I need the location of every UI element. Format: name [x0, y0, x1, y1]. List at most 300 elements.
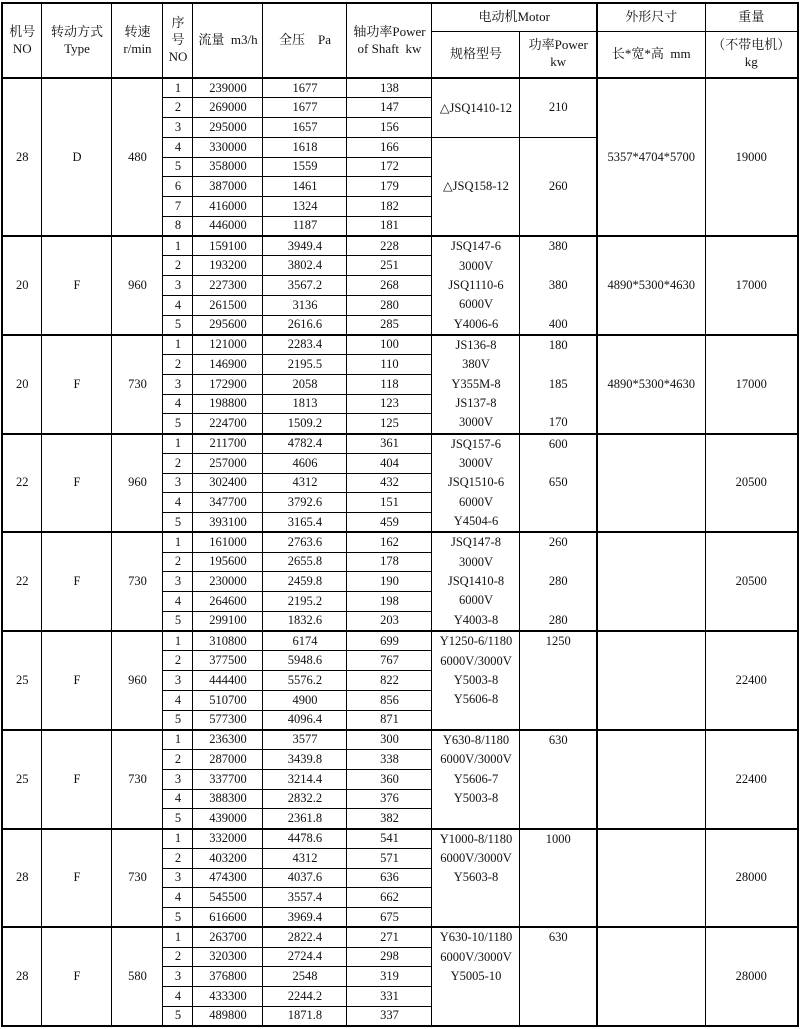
motor-line: 380V: [462, 357, 490, 372]
cell-pressure: 2822.4: [263, 927, 347, 947]
cell-flow: 577300: [193, 710, 263, 730]
motor-line: 1000: [545, 831, 571, 846]
cell-flow: 510700: [193, 690, 263, 710]
cell-rotation-type: F: [42, 927, 112, 1026]
cell-shaft-power: 123: [347, 394, 432, 414]
motor-lines: [520, 830, 596, 927]
cell-shaft-power: 822: [347, 671, 432, 691]
cell-pressure: 3802.4: [263, 256, 347, 276]
cell-pressure: 2616.6: [263, 315, 347, 335]
motor-line: JSQ1110-6: [448, 277, 504, 292]
cell-serial-no: 3: [163, 967, 193, 987]
cell-flow: 198800: [193, 394, 263, 414]
cell-motor-power: [520, 137, 597, 236]
cell-motor-model: [432, 927, 520, 1026]
motor-line: Y5603-8: [453, 870, 499, 885]
cell-serial-no: 2: [163, 256, 193, 276]
header-shaft-power: 轴功率Power of Shaft kw: [347, 3, 432, 78]
cell-flow: 388300: [193, 789, 263, 809]
cell-shaft-power: 118: [347, 374, 432, 394]
motor-line: [432, 1006, 519, 1025]
cell-flow: 320300: [193, 947, 263, 967]
cell-pressure: 1187: [263, 216, 347, 236]
cell-flow: 393100: [193, 513, 263, 533]
cell-shaft-power: 172: [347, 157, 432, 177]
cell-speed: 960: [112, 631, 163, 730]
motor-line: 6000V: [458, 494, 493, 509]
motor-line: [520, 591, 596, 610]
cell-rotation-type: F: [42, 829, 112, 928]
cell-speed: 960: [112, 434, 163, 533]
cell-shaft-power: 268: [347, 276, 432, 296]
motor-line: Y5003-8: [453, 790, 499, 805]
motor-lines: [432, 533, 519, 630]
motor-line: Y630-8/1180: [442, 732, 510, 747]
table-row: [2, 927, 798, 947]
cell-pressure: 2283.4: [263, 335, 347, 355]
motor-lines: [520, 435, 596, 532]
motor-line: [520, 1006, 596, 1025]
cell-serial-no: 5: [163, 315, 193, 335]
cell-pressure: 4606: [263, 453, 347, 473]
motor-lines: [432, 731, 519, 828]
motor-line: 170: [548, 415, 568, 430]
motor-line: [520, 256, 596, 275]
cell-dimensions: 4890*5300*4630: [597, 236, 705, 335]
header-flow: 流量 m3/h: [193, 3, 263, 78]
cell-flow: 299100: [193, 611, 263, 631]
table-header: [2, 3, 798, 78]
motor-line: 6000V: [458, 593, 493, 608]
cell-shaft-power: 125: [347, 414, 432, 434]
cell-machine-no: 28: [2, 829, 42, 928]
cell-machine-no: 22: [2, 532, 42, 631]
cell-weight: 22400: [705, 730, 798, 829]
motor-line: 280: [548, 574, 568, 589]
cell-shaft-power: 382: [347, 809, 432, 829]
motor-line: 260: [548, 535, 568, 550]
motor-line: [520, 512, 596, 531]
cell-flow: 545500: [193, 888, 263, 908]
cell-shaft-power: 571: [347, 848, 432, 868]
motor-line: JSQ157-6: [450, 436, 501, 451]
cell-flow: 257000: [193, 453, 263, 473]
cell-motor-power: [520, 335, 597, 434]
cell-shaft-power: 198: [347, 592, 432, 612]
cell-rotation-type: F: [42, 631, 112, 730]
cell-shaft-power: 285: [347, 315, 432, 335]
cell-shaft-power: 361: [347, 434, 432, 454]
motor-line: [520, 986, 596, 1005]
motor-line: 380: [548, 239, 568, 254]
motor-line: 600: [548, 436, 568, 451]
cell-shaft-power: 147: [347, 98, 432, 118]
cell-serial-no: 3: [163, 868, 193, 888]
cell-shaft-power: 151: [347, 493, 432, 513]
cell-flow: 433300: [193, 987, 263, 1007]
cell-flow: 489800: [193, 1006, 263, 1026]
motor-line: 185: [548, 376, 568, 391]
cell-rotation-type: F: [42, 236, 112, 335]
motor-line: [520, 769, 596, 788]
motor-line: 3000V: [458, 456, 493, 471]
cell-shaft-power: 404: [347, 453, 432, 473]
header-motor: 电动机Motor: [432, 3, 597, 31]
cell-shaft-power: 856: [347, 690, 432, 710]
cell-shaft-power: 100: [347, 335, 432, 355]
cell-flow: 195600: [193, 552, 263, 572]
cell-shaft-power: 432: [347, 473, 432, 493]
cell-motor-power: [520, 434, 597, 533]
cell-shaft-power: 190: [347, 572, 432, 592]
cell-serial-no: 1: [163, 829, 193, 849]
cell-pressure: 1324: [263, 197, 347, 217]
cell-shaft-power: 298: [347, 947, 432, 967]
cell-serial-no: 1: [163, 78, 193, 98]
cell-shaft-power: 162: [347, 532, 432, 552]
cell-pressure: 5948.6: [263, 651, 347, 671]
cell-flow: 347700: [193, 493, 263, 513]
cell-serial-no: 5: [163, 611, 193, 631]
motor-lines: [520, 731, 596, 828]
cell-shaft-power: 300: [347, 730, 432, 750]
table-row: [2, 532, 798, 552]
motor-line: Y5606-8: [453, 692, 499, 707]
motor-line: 180: [548, 337, 568, 352]
cell-flow: 310800: [193, 631, 263, 651]
header-dimensions: 外形尺寸: [597, 3, 705, 31]
motor-line: [432, 986, 519, 1005]
cell-serial-no: 5: [163, 809, 193, 829]
motor-line: 3000V: [458, 258, 493, 273]
table-row: [2, 335, 798, 355]
motor-line: Y1250-6/1180: [439, 634, 513, 649]
cell-shaft-power: 166: [347, 137, 432, 157]
cell-pressure: 4312: [263, 848, 347, 868]
cell-flow: 295600: [193, 315, 263, 335]
cell-flow: 387000: [193, 177, 263, 197]
cell-serial-no: 4: [163, 493, 193, 513]
motor-line: [520, 907, 596, 926]
motor-line: JSQ1410-8: [447, 574, 505, 589]
cell-serial-no: 8: [163, 216, 193, 236]
table-row: [2, 434, 798, 454]
motor-line: JSQ1510-6: [447, 475, 505, 490]
cell-dimensions: [597, 532, 705, 631]
cell-pressure: 1677: [263, 78, 347, 98]
motor-line: 630: [548, 732, 568, 747]
cell-shaft-power: 337: [347, 1006, 432, 1026]
cell-pressure: 4096.4: [263, 710, 347, 730]
cell-serial-no: 2: [163, 651, 193, 671]
motor-line: 6000V/3000V: [440, 653, 512, 668]
cell-serial-no: 1: [163, 730, 193, 750]
cell-shaft-power: 271: [347, 927, 432, 947]
motor-line: JS137-8: [455, 395, 497, 410]
cell-serial-no: 5: [163, 513, 193, 533]
cell-pressure: 2244.2: [263, 987, 347, 1007]
cell-pressure: 5576.2: [263, 671, 347, 691]
cell-pressure: 2195.2: [263, 592, 347, 612]
cell-serial-no: 5: [163, 414, 193, 434]
cell-machine-no: 20: [2, 335, 42, 434]
motor-lines: [520, 632, 596, 729]
cell-motor-model: [432, 631, 520, 730]
motor-lines: [432, 138, 519, 235]
motor-line: [520, 651, 596, 670]
motor-line: 3000V: [458, 554, 493, 569]
cell-flow: 295000: [193, 118, 263, 138]
cell-flow: 446000: [193, 216, 263, 236]
motor-line: 280: [548, 612, 568, 627]
cell-speed: 730: [112, 532, 163, 631]
cell-pressure: 4312: [263, 473, 347, 493]
cell-motor-model: [432, 730, 520, 829]
cell-machine-no: 20: [2, 236, 42, 335]
table-row: [2, 78, 798, 98]
table-row: [2, 730, 798, 750]
cell-flow: 224700: [193, 414, 263, 434]
motor-lines: [520, 138, 596, 235]
motor-lines: [432, 928, 519, 1025]
motor-line: [520, 948, 596, 967]
motor-line: JSQ147-8: [450, 535, 501, 550]
cell-dimensions: [597, 631, 705, 730]
cell-pressure: 3792.6: [263, 493, 347, 513]
cell-pressure: 2655.8: [263, 552, 347, 572]
cell-shaft-power: 179: [347, 177, 432, 197]
cell-flow: 193200: [193, 256, 263, 276]
cell-speed: 580: [112, 927, 163, 1026]
cell-serial-no: 2: [163, 750, 193, 770]
cell-pressure: 1559: [263, 157, 347, 177]
cell-rotation-type: F: [42, 434, 112, 533]
cell-pressure: 4782.4: [263, 434, 347, 454]
cell-pressure: 2459.8: [263, 572, 347, 592]
motor-line: Y355M-8: [451, 376, 501, 391]
cell-shaft-power: 319: [347, 967, 432, 987]
motor-line: [520, 868, 596, 887]
cell-speed: 480: [112, 78, 163, 236]
cell-motor-model: [432, 137, 520, 236]
motor-line: 6000V/3000V: [440, 851, 512, 866]
header-machine-no: 机号 NO: [2, 3, 42, 78]
cell-serial-no: 3: [163, 572, 193, 592]
motor-lines: [432, 237, 519, 334]
cell-speed: 960: [112, 236, 163, 335]
motor-line: [520, 394, 596, 413]
cell-motor-power: [520, 829, 597, 928]
cell-flow: 121000: [193, 335, 263, 355]
motor-lines: [432, 632, 519, 729]
cell-pressure: 4478.6: [263, 829, 347, 849]
cell-pressure: 2361.8: [263, 809, 347, 829]
cell-serial-no: 2: [163, 453, 193, 473]
cell-serial-no: 1: [163, 236, 193, 256]
motor-line: [432, 907, 519, 926]
cell-serial-no: 2: [163, 98, 193, 118]
cell-serial-no: 5: [163, 908, 193, 928]
cell-machine-no: 22: [2, 434, 42, 533]
motor-line: [520, 789, 596, 808]
cell-shaft-power: 178: [347, 552, 432, 572]
cell-serial-no: 3: [163, 769, 193, 789]
motor-line: △JSQ1410-12: [439, 100, 513, 115]
cell-serial-no: 2: [163, 552, 193, 572]
cell-serial-no: 3: [163, 473, 193, 493]
cell-flow: 377500: [193, 651, 263, 671]
motor-line: Y5003-8: [453, 672, 499, 687]
cell-motor-power: [520, 78, 597, 137]
motor-line: △JSQ158-12: [443, 179, 509, 194]
motor-line: 260: [548, 178, 568, 193]
cell-speed: 730: [112, 730, 163, 829]
cell-shaft-power: 360: [347, 769, 432, 789]
cell-dimensions: 4890*5300*4630: [597, 335, 705, 434]
motor-lines: [520, 237, 596, 334]
cell-flow: 376800: [193, 967, 263, 987]
cell-serial-no: 4: [163, 888, 193, 908]
cell-pressure: 2548: [263, 967, 347, 987]
cell-pressure: 2058: [263, 374, 347, 394]
cell-serial-no: 3: [163, 671, 193, 691]
cell-flow: 416000: [193, 197, 263, 217]
motor-line: [520, 454, 596, 473]
cell-shaft-power: 203: [347, 611, 432, 631]
cell-serial-no: 2: [163, 947, 193, 967]
cell-motor-model: [432, 434, 520, 533]
cell-shaft-power: 662: [347, 888, 432, 908]
motor-line: JSQ147-6: [450, 239, 501, 254]
cell-shaft-power: 636: [347, 868, 432, 888]
cell-pressure: 4900: [263, 690, 347, 710]
motor-line: Y4003-8: [453, 612, 499, 627]
motor-line: 6000V/3000V: [440, 949, 512, 964]
motor-line: [520, 493, 596, 512]
header-rotation-type: 转动方式 Type: [42, 3, 112, 78]
cell-pressure: 3439.8: [263, 750, 347, 770]
cell-shaft-power: 331: [347, 987, 432, 1007]
cell-pressure: 2195.5: [263, 355, 347, 375]
header-motor-model: 规格型号: [432, 31, 520, 78]
cell-serial-no: 4: [163, 690, 193, 710]
cell-pressure: 3567.2: [263, 276, 347, 296]
cell-flow: 330000: [193, 137, 263, 157]
motor-line: Y5005-10: [450, 969, 502, 984]
cell-speed: 730: [112, 335, 163, 434]
cell-pressure: 6174: [263, 631, 347, 651]
motor-line: Y4504-6: [453, 514, 499, 529]
header-weight-sub: （不带电机） kg: [705, 31, 798, 78]
motor-line: 210: [548, 100, 568, 115]
cell-weight: 28000: [705, 829, 798, 928]
cell-flow: 236300: [193, 730, 263, 750]
cell-serial-no: 4: [163, 789, 193, 809]
cell-shaft-power: 228: [347, 236, 432, 256]
motor-line: 630: [548, 930, 568, 945]
motor-line: [520, 355, 596, 374]
cell-motor-model: [432, 78, 520, 137]
cell-motor-power: [520, 236, 597, 335]
cell-motor-power: [520, 927, 597, 1026]
motor-lines: [432, 830, 519, 927]
cell-pressure: 3214.4: [263, 769, 347, 789]
cell-rotation-type: F: [42, 335, 112, 434]
cell-pressure: 3136: [263, 295, 347, 315]
cell-weight: 20500: [705, 532, 798, 631]
header-motor-power: 功率Power kw: [520, 31, 597, 78]
cell-shaft-power: 182: [347, 197, 432, 217]
cell-motor-power: [520, 631, 597, 730]
cell-flow: 239000: [193, 78, 263, 98]
cell-shaft-power: 767: [347, 651, 432, 671]
motor-line: 1250: [545, 634, 571, 649]
motor-lines: [520, 928, 596, 1025]
cell-pressure: 3969.4: [263, 908, 347, 928]
cell-serial-no: 1: [163, 434, 193, 454]
cell-shaft-power: 338: [347, 750, 432, 770]
cell-flow: 161000: [193, 532, 263, 552]
cell-rotation-type: F: [42, 532, 112, 631]
motor-line: [520, 849, 596, 868]
motor-line: 380: [548, 277, 568, 292]
cell-flow: 439000: [193, 809, 263, 829]
cell-weight: 20500: [705, 434, 798, 533]
cell-shaft-power: 459: [347, 513, 432, 533]
cell-flow: 269000: [193, 98, 263, 118]
cell-motor-model: [432, 236, 520, 335]
motor-line: 6000V: [458, 297, 493, 312]
cell-serial-no: 5: [163, 710, 193, 730]
cell-serial-no: 3: [163, 276, 193, 296]
cell-shaft-power: 110: [347, 355, 432, 375]
cell-weight: 17000: [705, 335, 798, 434]
cell-flow: 403200: [193, 848, 263, 868]
cell-flow: 172900: [193, 374, 263, 394]
motor-lines: [520, 336, 596, 433]
cell-flow: 227300: [193, 276, 263, 296]
header-weight: 重量: [705, 3, 798, 31]
cell-pressure: 1618: [263, 137, 347, 157]
cell-pressure: 1657: [263, 118, 347, 138]
cell-shaft-power: 699: [347, 631, 432, 651]
cell-weight: 17000: [705, 236, 798, 335]
cell-machine-no: 25: [2, 730, 42, 829]
cell-pressure: 1832.6: [263, 611, 347, 631]
cell-pressure: 3165.4: [263, 513, 347, 533]
cell-dimensions: [597, 730, 705, 829]
cell-weight: 28000: [705, 927, 798, 1026]
cell-serial-no: 7: [163, 197, 193, 217]
cell-motor-model: [432, 335, 520, 434]
cell-pressure: 1461: [263, 177, 347, 197]
spec-table: [1, 2, 799, 1027]
spec-table-body: [2, 78, 798, 1026]
cell-machine-no: 28: [2, 78, 42, 236]
motor-line: Y5606-7: [453, 771, 499, 786]
cell-pressure: 3557.4: [263, 888, 347, 908]
cell-shaft-power: 376: [347, 789, 432, 809]
cell-dimensions: [597, 434, 705, 533]
cell-serial-no: 2: [163, 848, 193, 868]
cell-serial-no: 6: [163, 177, 193, 197]
motor-line: [520, 709, 596, 728]
cell-motor-power: [520, 730, 597, 829]
motor-line: [520, 967, 596, 986]
cell-flow: 302400: [193, 473, 263, 493]
cell-flow: 358000: [193, 157, 263, 177]
cell-flow: 332000: [193, 829, 263, 849]
